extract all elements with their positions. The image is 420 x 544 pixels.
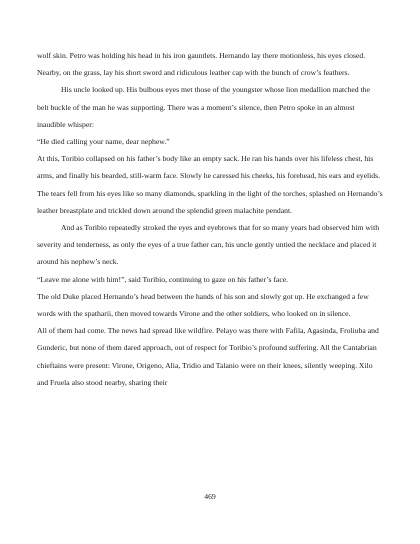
paragraph-4: At this, Toribio collapsed on his father’s body like an empty sack. He ran his hands over his lifeless chest, his arms, and finally his bearded, still-warm face. Slowly he caressed his cheeks, his forehead, his ears and eyelids. The tears fell from his eyes like so many diamonds, sparkling in the light of the torches, splashed on Hernando’s leather breastplate and trickled down around the splendid green malachite pendant. [37,154,383,215]
body-text [37,47,383,391]
paragraph-6: “Leave me alone with him!”, said Toribio, continuing to gaze on his father’s face. [37,274,289,284]
page-number: 469 [204,492,216,501]
paragraph-3: “He died calling your name, dear nephew.” [37,137,170,147]
paragraph-2: His uncle looked up. His bulbous eyes met those of the youngster whose lion medallion matched the belt buckle of the man he was supporting. There was a moment’s silence, then Petro spoke in an almost inaudible whisper: [37,85,370,129]
paragraph-1: wolf skin. Petro was holding his head in his iron gauntlets. Hernando lay there motionless, his eyes closed. Nearby, on the grass, lay his short sword and ridiculous leather cap with the bunch of crow’s feathers. [37,51,366,78]
paragraph-5: And as Toribio repeatedly stroked the eyes and eyebrows that for so many years had observed him with severity and tenderness, as only the eyes of a true father can, his uncle gently untied the necklace and placed it around his nephew’s neck. [37,223,380,267]
paragraph-8: All of them had come. The news had spread like wildfire. Pelayo was there with Fafila, Agasinda, Froliuba and Gunderic, but none of them dared approach, out of respect for Toribio’s profound suffering. All the Cantabrian chieftains were present: Virone, Origeno, Alia, Tridio and Talanio were on their knees, silently weeping. Xilo and Fruela also stood nearby, sharing their [37,326,379,387]
paragraph-7: The old Duke placed Hernando’s head between the hands of his son and slowly got up. He exchanged a few words with the spatharii, then moved towards Virone and the other soldiers, who looked on in silence. [37,291,369,319]
